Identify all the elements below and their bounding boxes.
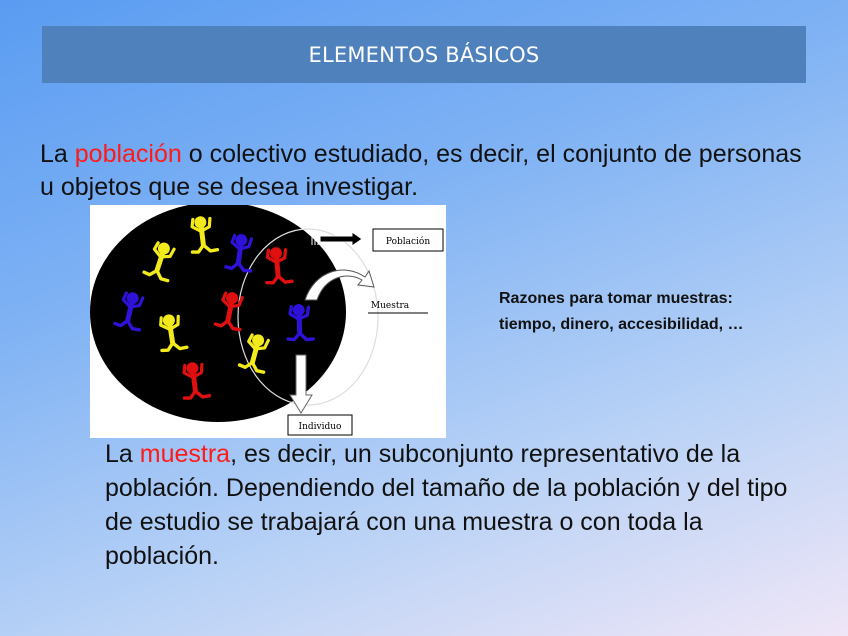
sample-text-after: , es decir, un subconjunto representativo de la población. Dependiendo del tamaño de la población y del tipo de estudio se trabajará con una muestra o con toda la población. [105,440,788,570]
slide-title: ELEMENTOS BÁSICOS [308,42,540,67]
sample-label: Muestra [370,301,410,311]
reasons-line-2: tiempo, dinero, accesibilidad, … [499,316,744,333]
sample-paragraph [105,437,815,573]
population-arrow [312,232,362,246]
reasons-note [499,286,829,338]
reasons-line-1: Razones para tomar muestras: [499,290,733,307]
population-paragraph [40,138,820,204]
population-label: Población [385,237,431,247]
slide-title-bar [42,26,806,83]
population-text-before: La [40,140,75,168]
sample-text-before: La [105,440,140,468]
population-text-after: o colectivo estudiado, es decir, el conjunto de personas u objetos que se desea investigar. [40,140,802,201]
population-highlight: población [74,140,182,168]
sample-highlight: muestra [139,440,231,468]
population-sample-diagram [90,205,446,438]
individual-label: Individuo [298,422,342,432]
